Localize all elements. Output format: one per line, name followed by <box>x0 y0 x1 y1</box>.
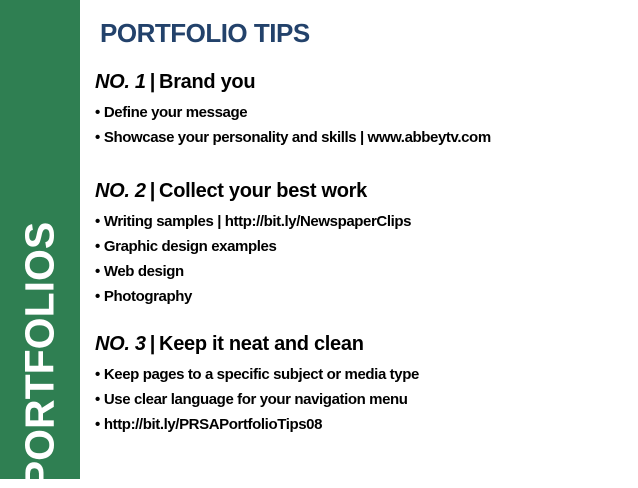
bullet-marker: • <box>95 263 100 280</box>
tip-number: NO. 3 <box>95 333 146 355</box>
tip-heading <box>95 72 491 92</box>
bullet-marker: • <box>95 391 100 408</box>
list-item-text: http://bit.ly/PRSAPortfolioTips08 <box>103 416 323 433</box>
tip-separator: | <box>149 180 156 202</box>
tip-section-1 <box>95 72 491 150</box>
tip-number: NO. 1 <box>95 71 146 93</box>
list-item <box>95 387 419 412</box>
list-item <box>95 412 419 437</box>
list-item-text: Showcase your personality and skills | www.abbeytv.com <box>103 129 491 146</box>
sidebar <box>0 0 80 488</box>
tip-section-2 <box>95 181 411 309</box>
bullet-marker: • <box>95 366 100 383</box>
tip-separator: | <box>149 333 156 355</box>
tip-title: Keep it neat and clean <box>159 333 364 355</box>
tip-number: NO. 2 <box>95 180 146 202</box>
bullet-marker: • <box>95 238 100 255</box>
tip-heading <box>95 334 419 354</box>
tip-separator: | <box>149 71 156 93</box>
sidebar-label: PORTFOLIOS <box>16 221 63 488</box>
bullet-marker: • <box>95 104 100 121</box>
page-title: PORTFOLIO TIPS <box>100 18 310 48</box>
bullet-marker: • <box>95 416 100 433</box>
list-item-text: Photography <box>103 288 192 305</box>
list-item-text: Define your message <box>103 104 248 121</box>
list-item-text: Writing samples | http://bit.ly/NewspaperClips <box>103 213 412 230</box>
list-item <box>95 209 411 234</box>
list-item <box>95 100 491 125</box>
list-item-text: Web design <box>103 263 184 280</box>
list-item-text: Keep pages to a specific subject or media type <box>103 366 419 383</box>
list-item <box>95 234 411 259</box>
bullet-marker: • <box>95 288 100 305</box>
tip-heading <box>95 181 411 201</box>
bullet-marker: • <box>95 129 100 146</box>
tip-title: Brand you <box>159 71 256 93</box>
list-item <box>95 284 411 309</box>
list-item <box>95 362 419 387</box>
list-item-text: Graphic design examples <box>103 238 277 255</box>
list-item <box>95 259 411 284</box>
tip-section-3 <box>95 334 419 437</box>
list-item <box>95 125 491 150</box>
list-item-text: Use clear language for your navigation menu <box>103 391 408 408</box>
bullet-marker: • <box>95 213 100 230</box>
tip-title: Collect your best work <box>159 180 367 202</box>
